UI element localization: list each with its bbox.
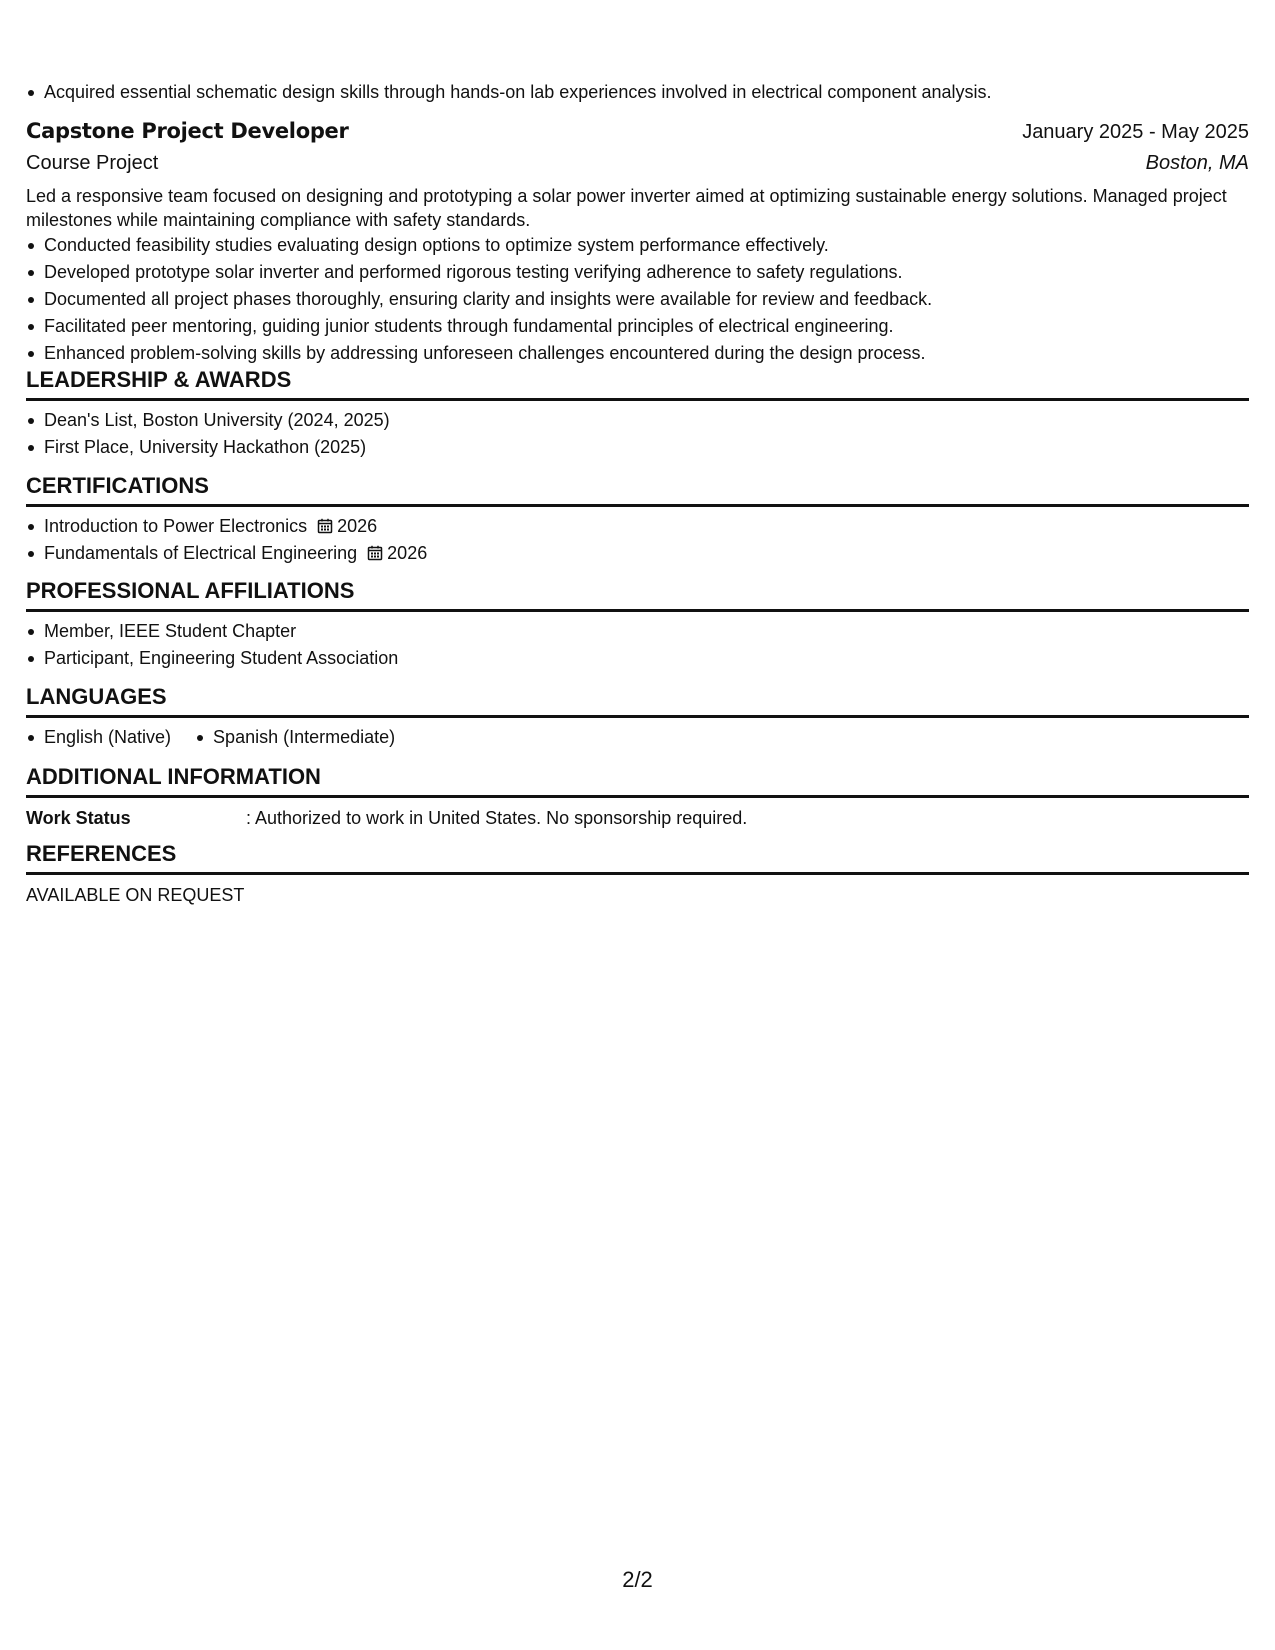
section-title: REFERENCES (26, 840, 1249, 875)
job-subtitle: Course Project (26, 152, 159, 174)
certifications-list (26, 513, 1249, 567)
section-title: ADDITIONAL INFORMATION (26, 763, 1249, 798)
list-item: Spanish (Intermediate) (195, 724, 395, 751)
job-bullets (26, 232, 1249, 367)
job-location: Boston, MA (1145, 152, 1249, 174)
leadership-section (26, 366, 1249, 461)
references-text: AVAILABLE ON REQUEST (26, 885, 245, 905)
job-header-row (26, 116, 1249, 147)
calendar-icon (367, 545, 383, 561)
section-title: LEADERSHIP & AWARDS (26, 366, 1249, 401)
list-item: Dean's List, Boston University (2024, 2025) (26, 407, 1249, 434)
bullet-item: Acquired essential schematic design skills through hands-on lab experiences involved in electrical component analysis. (26, 79, 992, 106)
list-item: Member, IEEE Student Chapter (26, 618, 1249, 645)
languages-section (26, 683, 1249, 751)
section-title: PROFESSIONAL AFFILIATIONS (26, 577, 1249, 612)
work-status-value: : Authorized to work in United States. No sponsorship required. (246, 808, 748, 828)
certification-name: Introduction to Power Electronics (44, 516, 308, 536)
list-item: Participant, Engineering Student Association (26, 645, 1249, 672)
affiliations-section (26, 577, 1249, 672)
prior-experience-bullets (26, 79, 992, 106)
leadership-list (26, 407, 1249, 461)
affiliations-list (26, 618, 1249, 672)
job-title: Capstone Project Developer (26, 119, 349, 143)
languages-list (26, 724, 1249, 751)
bullet-item: Developed prototype solar inverter and performed rigorous testing verifying adherence to safety regulations. (26, 259, 1249, 286)
bullet-item: Facilitated peer mentoring, guiding junior students through fundamental principles of electrical engineering. (26, 313, 1249, 340)
calendar-icon (317, 518, 333, 534)
work-status-label: Work Status (26, 808, 131, 828)
work-status-row (26, 804, 1249, 832)
list-item (26, 513, 1249, 540)
section-title: LANGUAGES (26, 683, 1249, 718)
list-item: First Place, University Hackathon (2025) (26, 434, 1249, 461)
certifications-section (26, 472, 1249, 567)
bullet-item: Enhanced problem-solving skills by addressing unforeseen challenges encountered during the design process. (26, 340, 1249, 367)
section-title: CERTIFICATIONS (26, 472, 1249, 507)
bullet-item: Documented all project phases thoroughly, ensuring clarity and insights were available for review and feedback. (26, 286, 1249, 313)
certification-year: 2026 (337, 516, 378, 536)
bullet-item: Conducted feasibility studies evaluating design options to optimize system performance effectively. (26, 232, 1249, 259)
list-item: English (Native) (26, 724, 171, 751)
job-description: Led a responsive team focused on designing and prototyping a solar power inverter aimed at optimizing sustainable energy solutions. Managed project milestones while maintaining compliance with safety standards. (26, 186, 1227, 230)
page-number: 2/2 (622, 1567, 653, 1592)
job-subheader-row (26, 147, 1249, 179)
experience-entry (26, 116, 1249, 367)
job-dates: January 2025 - May 2025 (1022, 121, 1249, 143)
additional-info-section (26, 763, 1249, 832)
certification-year: 2026 (387, 543, 428, 563)
certification-name: Fundamentals of Electrical Engineering (44, 543, 358, 563)
list-item (26, 540, 1249, 567)
references-section (26, 840, 1249, 909)
